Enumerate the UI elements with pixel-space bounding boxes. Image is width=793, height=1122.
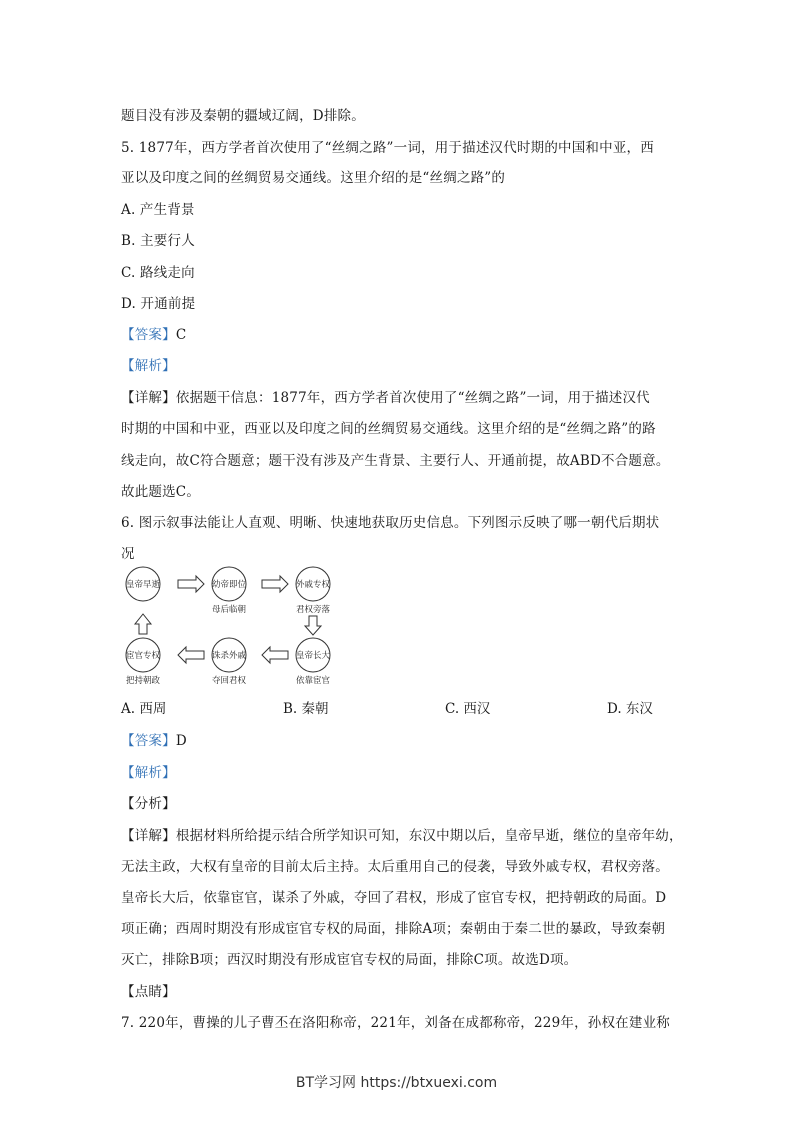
detail-tag: 【详解】: [121, 390, 176, 406]
node-caption-4: 依靠宦官: [295, 676, 331, 686]
q6-detail-line-3: 皇帝长大后，依靠宦官，谋杀了外戚，夺回了君权，形成了宦官专权，把持朝政的局面。D: [121, 890, 667, 906]
arrow-down-icon: [305, 616, 321, 635]
node-caption-6: 把持朝政: [125, 676, 161, 686]
detail-text: 根据材料所给提示结合所学知识可知，东汉中期以后，皇帝早逝，继位的皇帝年幼，: [175, 828, 683, 844]
node-label-4: 皇帝长大: [295, 651, 331, 661]
q5-detail-line-1: [121, 386, 650, 406]
arrow-right-icon: [178, 576, 204, 592]
q5-answer: [121, 323, 186, 343]
q5-analysis-tag: [121, 354, 176, 374]
answer-value: C: [175, 327, 187, 343]
q5-detail-line-3: 线走向，故C符合题意；题干没有涉及产生背景、主要行人、开通前提，故ABD不合题意。: [121, 453, 670, 469]
q6-option-a: A. 西周: [121, 701, 167, 717]
cycle-diagram: [118, 566, 368, 688]
option-a: A. 产生背景: [121, 202, 195, 218]
node-label-1: 皇帝早逝: [125, 580, 161, 590]
option-b: B. 主要行人: [121, 233, 195, 249]
q6-dianjing-tag: 【点睛】: [121, 984, 176, 1000]
answer-tag: 【答案】: [121, 327, 176, 343]
q5-detail-line-2: 时期的中国和中亚，西亚以及印度之间的丝绸贸易交通线。这里介绍的是“丝绸之路”的路: [121, 421, 656, 437]
q6-analysis-tag: [121, 761, 176, 781]
text-line: 题目没有涉及秦朝的疆域辽阔，D排除。: [121, 108, 365, 124]
question-7-stem: 7. 220年，曹操的儿子曹丕在洛阳称帝，221年，刘备在成都称帝，229年，孙权在建业称: [121, 1015, 670, 1031]
node-caption-3: 君权旁落: [295, 605, 331, 615]
answer-tag: 【答案】: [121, 733, 176, 749]
answer-value: D: [175, 733, 187, 749]
node-label-5: 诛杀外戚: [211, 651, 247, 661]
q6-detail-line-5: 灭亡，排除B项；西汉时期没有形成宦官专权的局面，排除C项。故选D项。: [121, 952, 578, 968]
question-5-stem-cont: 亚以及印度之间的丝绸贸易交通线。这里介绍的是“丝绸之路”的: [121, 170, 506, 186]
q6-answer: [121, 729, 187, 749]
footer-watermark: BT学习网 https://btxuexi.com: [295, 1075, 498, 1091]
node-caption-2: 母后临朝: [211, 605, 247, 615]
node-label-3: 外戚专权: [295, 580, 331, 590]
detail-text: 依据题干信息：1877年，西方学者首次使用了“丝绸之路”一词，用于描述汉代: [175, 390, 650, 406]
arrow-left-icon: [178, 647, 204, 663]
q5-detail-line-4: 故此题选C。: [121, 484, 201, 500]
detail-tag: 【详解】: [121, 828, 176, 844]
arrow-left-icon: [262, 647, 288, 663]
q6-fenxi-tag: 【分析】: [121, 796, 176, 812]
question-5-stem: 5. 1877年，西方学者首次使用了“丝绸之路”一词，用于描述汉代时期的中国和中亚，西: [121, 140, 654, 156]
question-6-stem: 6. 图示叙事法能让人直观、明晰、快速地获取历史信息。下列图示反映了哪一朝代后期状: [121, 515, 660, 531]
q6-detail-line-1: [121, 824, 683, 844]
node-label-6: 宦官专权: [125, 651, 161, 661]
node-label-2: 幼帝即位: [211, 580, 247, 590]
q6-detail-line-4: 项正确；西周时期没有形成宦官专权的局面，排除A项；秦朝由于秦二世的暴政，导致秦朝: [121, 921, 666, 937]
q6-option-d: D. 东汉: [607, 701, 653, 717]
option-c: C. 路线走向: [121, 265, 195, 281]
q6-option-b: B. 秦朝: [283, 701, 329, 717]
analysis-tag: 【解析】: [121, 358, 176, 374]
q6-detail-line-2: 无法主政，大权有皇帝的目前太后主持。太后重用自己的侵袭，导致外戚专权，君权旁落。: [121, 859, 669, 875]
node-caption-5: 夺回君权: [211, 676, 247, 686]
q6-option-c: C. 西汉: [445, 701, 491, 717]
arrow-right-icon: [262, 576, 288, 592]
arrow-up-icon: [135, 614, 151, 634]
option-d: D. 开通前提: [121, 296, 196, 312]
question-6-stem-cont: 况: [121, 546, 135, 562]
analysis-tag: 【解析】: [121, 765, 176, 781]
